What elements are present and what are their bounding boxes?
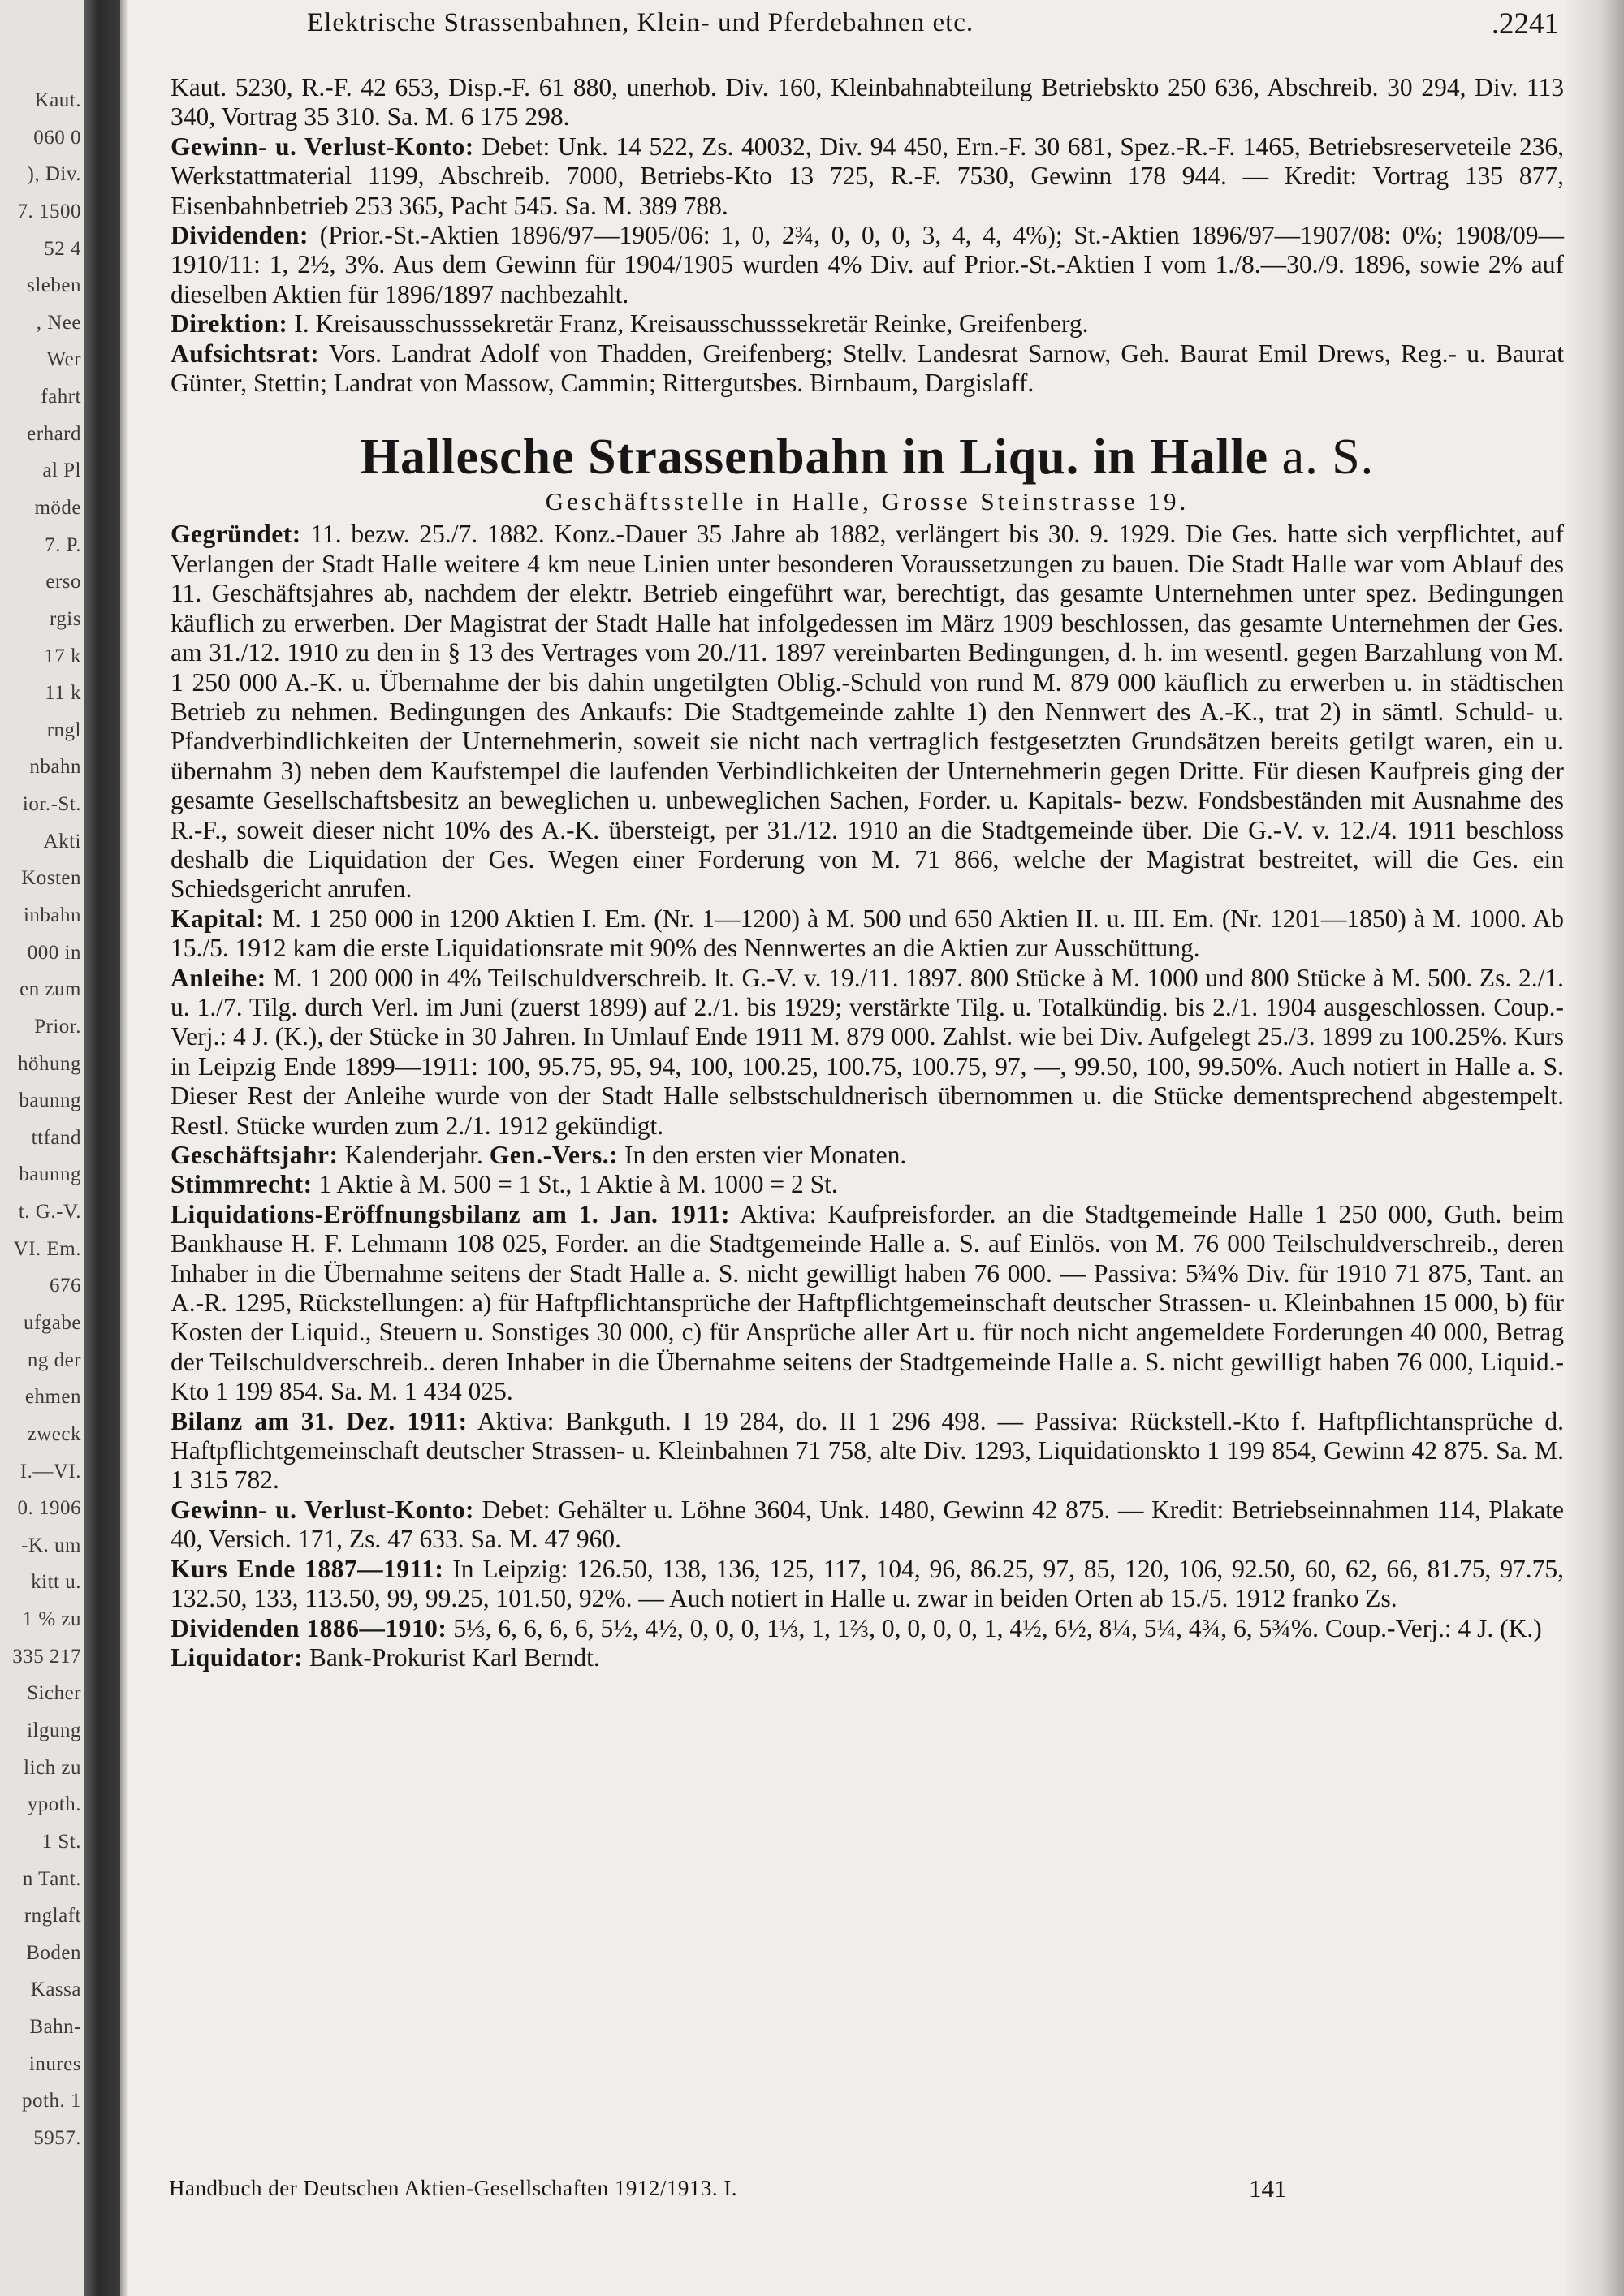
neighbor-text-fragment: 0. 1906 (17, 1497, 81, 1519)
entry-text-2: In den ersten vier Monaten. (624, 1141, 907, 1169)
entry-label: Kapital: (171, 904, 266, 933)
neighbor-text-fragment: 676 (50, 1275, 81, 1297)
neighbor-text-fragment: , Nee (36, 312, 81, 334)
entry-label: Aufsichtsrat: (171, 339, 320, 368)
binding-edge (120, 0, 128, 2296)
entry-text: Aktiva: Kaufpreisforder. an die Stadtgemeinde Halle 1 250 000, Guth. beim Bankhause H. F. Lehmann 108 025, Forder. an die Stadtgemeinde Halle a. S. auf Einlös. von M. 76 000 Teilschuldverschreib., deren Inhaber in die Übernahme seitens der Stadt Halle a. S. nicht gewilligt haben 76 000. — Passiva: 5¾% Div. für 1910 71 875, Tant. an A.-R. 1295, Rückstellungen: a) für Haftpflichtansprüche der Haftpflichtgemeinschaft deutscher Strassen- u. Kleinbahnen 15 000, b) für Kosten der Liquid., Steuern u. Sonstiges 30 000, c) für Ansprüche aller Art u. für noch nicht angemeldete Forderungen 40 000, Betrag der Teilschuldverschreib.. deren Inhaber in die Übernahme seitens der Stadtgemeinde Halle a. S. nicht gewilligt haben 76 000, Liquid.-Kto 1 199 854. Sa. M. 1 434 025. (171, 1199, 1564, 1406)
entry-text: M. 1 250 000 in 1200 Aktien I. Em. (Nr. 1—1200) à M. 500 und 650 Aktien II. u. III. Em. (Nr. 1201—1850) à M. 1000. Ab 15./5. 1912 kam die erste Liquidationsrate mit 90% des Nennwertes an die Aktien zur Ausschüttung. (171, 904, 1565, 963)
neighbor-text-fragment: inures (28, 2053, 81, 2075)
page-content (171, 73, 1564, 1672)
neighbor-text-fragment: t. G.-V. (18, 1201, 81, 1223)
entry-liquidator (171, 1643, 1564, 1672)
neighbor-text-fragment: ng der (27, 1349, 81, 1371)
neighbor-text-fragment: nbahn (29, 756, 81, 778)
entry-label: Gewinn- u. Verlust-Konto: (171, 1495, 474, 1524)
entry-text: Debet: Gehälter u. Löhne 3604, Unk. 1480, Gewinn 42 875. — Kredit: Betriebseinnahmen 114, Plakate 40, Versich. 171, Zs. 47 633. Sa. M. 47 960. (171, 1495, 1565, 1554)
neighbor-text-fragment: al Pl (42, 460, 81, 481)
neighbor-text-fragment: ttfand (31, 1127, 81, 1149)
entry-text: Aktiva: Bankguth. I 19 284, do. II 1 296 498. — Passiva: Rückstell.-Kto f. Haftpflichtansprüche d. Haftpflichtgemeinschaft deutscher Strassen- u. Kleinbahnen 71 758, alte Div. 1293, Liquidationskto 1 199 854, Gewinn 42 875. Sa. M. 1 315 782. (171, 1406, 1565, 1495)
neighbor-text-fragment: 17 k (44, 645, 81, 667)
neighbor-text-fragment: 000 in (27, 942, 81, 964)
page-footer (169, 2176, 1566, 2208)
entry-text: Bank-Prokurist Karl Berndt. (309, 1642, 600, 1672)
neighbor-text-fragment: rnglaft (24, 1905, 81, 1927)
top-section (171, 73, 1564, 398)
entry-gewinn-verlust (171, 1495, 1564, 1555)
entry-bilanz (171, 1407, 1564, 1495)
entry-eroeffnungsbilanz (171, 1200, 1564, 1407)
entry-text: In Leipzig: 126.50, 138, 136, 125, 117, 104, 96, 86.25, 97, 85, 120, 106, 92.50, 60, 62, 66, 81.75, 97.75, 132.50, 133, 113.50, 99, 99.25, 101.50, 92%. — Auch notiert in Halle u. zwar in beiden Orten ab 15./5. 1912 franko Zs. (171, 1554, 1565, 1613)
top-paragraph-0: Kaut. 5230, R.-F. 42 653, Disp.-F. 61 880, unerhob. Div. 160, Kleinbahnabteilung Betriebskto 250 636, Abschreib. 30 294, Div. 113 340, Vortrag 35 310. Sa. M. 6 175 298. (171, 73, 1564, 132)
neighbor-text-fragment: rngl (46, 719, 81, 741)
neighbor-text-fragment: lich zu (24, 1757, 81, 1779)
neighbor-text-fragment: ilgung (27, 1720, 81, 1741)
entry-gegruendet (171, 520, 1564, 904)
neighbor-text-fragment: n Tant. (22, 1868, 81, 1890)
main-page (128, 0, 1567, 2296)
top-paragraph-3 (171, 309, 1564, 339)
entry-label: Liquidator: (171, 1642, 304, 1672)
entry-label: Bilanz am 31. Dez. 1911: (171, 1406, 468, 1435)
neighbor-text-fragment: 1 St. (41, 1831, 81, 1853)
neighbor-text-fragment: möde (34, 497, 81, 519)
neighbor-text-fragment: Boden (26, 1942, 81, 1964)
neighbor-text-fragment: erso (45, 571, 81, 593)
entry-text: I. Kreisausschusssekretär Franz, Kreisausschusssekretär Reinke, Greifenberg. (294, 309, 1089, 339)
neighbor-text-fragment: I.—VI. (19, 1461, 81, 1482)
entry-label: Direktion: (171, 309, 288, 339)
neighbor-text-fragment: en zum (19, 978, 81, 1000)
neighbor-text-fragment: Wer (46, 348, 81, 370)
neighbor-text-fragment: höhung (18, 1053, 81, 1075)
entry-label: Geschäftsjahr: (171, 1141, 339, 1169)
entry-kapital (171, 904, 1564, 964)
entry-stimmrecht (171, 1170, 1564, 1199)
entry-label: Stimmrecht: (171, 1170, 313, 1199)
neighbor-text-fragment: ufgabe (23, 1312, 81, 1334)
neighbor-text-fragment: kitt u. (31, 1571, 81, 1593)
neighbor-text-fragment: sleben (27, 274, 81, 296)
footer-book-title: Handbuch der Deutschen Aktien-Gesellschaften 1912/1913. I. (169, 2176, 738, 2200)
neighbor-text-fragment: baunng (19, 1090, 81, 1111)
top-paragraph-1 (171, 132, 1564, 221)
top-paragraph-4 (171, 339, 1564, 399)
entry-dividenden (171, 1614, 1564, 1643)
entry-anleihe (171, 964, 1564, 1141)
neighbor-text-fragment: Akti (43, 831, 81, 852)
entry-text: 5⅓, 6, 6, 6, 6, 5½, 4½, 0, 0, 0, 1⅓, 1, 1⅔, 0, 0, 0, 0, 1, 4½, 6½, 8¼, 5¼, 4¾, 6, 5¾%. Coup.-Verj.: 4 J. (K.) (453, 1613, 1542, 1642)
neighbor-text-fragment: Kaut. (34, 89, 81, 111)
top-paragraph-2 (171, 221, 1564, 309)
neighbor-text-fragment: Kosten (21, 867, 81, 889)
neighbor-text-fragment: ), Div. (27, 163, 81, 185)
neighbor-text-fragment: baunng (19, 1163, 81, 1185)
neighbor-text-fragment: Bahn- (29, 2016, 81, 2038)
entry-text: Kalenderjahr. (344, 1141, 483, 1169)
neighbor-text-fragment: inbahn (23, 904, 81, 926)
entry-label: Dividenden 1886—1910: (171, 1613, 447, 1642)
footer-signature-number: 141 (1249, 2174, 1287, 2203)
book-binding-shadow (84, 0, 120, 2296)
running-header (169, 8, 1566, 44)
neighbor-text-fragment: 5957. (33, 2127, 81, 2149)
entry-text: Vors. Landrat Adolf von Thadden, Greifenberg; Stellv. Landesrat Sarnow, Geh. Baurat Emil Drews, Reg.- u. Baurat Günter, Stettin; Landrat von Massow, Cammin; Rittergutsbes. Birnbaum, Dargislaff. (171, 339, 1564, 398)
entry-text: (Prior.-St.-Aktien 1896/97—1905/06: 1, 0, 2¾, 0, 0, 0, 3, 4, 4, 4%); St.-Aktien 1896/97—1907/08: 0%; 1908/09—1910/11: 1, 2½, 3%. Aus dem Gewinn für 1904/1905 wurden 4% Div. auf Prior.-St.-Aktien I vom 1./8.—30./9. 1896, sowie 2% auf dieselben Aktien für 1896/1897 nachbezahlt. (171, 221, 1565, 309)
entry-label: Kurs Ende 1887—1911: (171, 1554, 444, 1583)
entry-text: Debet: Unk. 14 522, Zs. 40032, Div. 94 450, Ern.-F. 30 681, Spez.-R.-F. 1465, Betriebsreserveteile 236, Werkstattmaterial 1199, Abschreib. 7000, Betriebs-Kto 13 725, R.-F. 7530, Gewinn 178 944. — Kredit: Vortrag 135 877, Eisenbahnbetrieb 253 365, Pacht 545. Sa. M. 389 788. (171, 132, 1565, 220)
neighbor-text-fragment: 335 217 (12, 1646, 81, 1668)
entry-text: 1 Aktie à M. 500 = 1 St., 1 Aktie à M. 1000 = 2 St. (318, 1170, 838, 1199)
neighbor-text-fragment: 11 k (45, 682, 81, 704)
neighbor-text-fragment: poth. 1 (22, 2090, 81, 2112)
neighbor-text-fragment: ior.-St. (22, 793, 81, 815)
entry-text: M. 1 200 000 in 4% Teilschuldverschreib. lt. G.-V. v. 19./11. 1897. 800 Stücke à M. 1000 und 800 Stücke à M. 500. Zs. 2./1. u. 1./7. Tilg. durch Verl. im Juni (zuerst 1899) auf 2./1. bis 1929; verstärkte Tilg. u. Totalkündig. bis 2./1. 1904 ausgeschlossen. Coup.-Verj.: 4 J. (K.), der Stücke in 30 Jahren. In Umlauf Ende 1911 M. 879 000. Zahlst. wie bei Div. Aufgelegt 25./3. 1899 zu 100.25%. Kurs in Leipzig Ende 1899—1911: 100, 95.75, 95, 94, 100, 100.25, 100.75, 100.75, 97, —, 99.50, 100, 99.50%. Auch notiert in Halle a. S. Dieser Rest der Anleihe wurde von der Stadt Halle selbstschuldnerisch übernommen u. die Stücke dementsprechend abgestempelt. Restl. Stücke wurden zum 2./1. 1912 gekündigt. (171, 963, 1565, 1140)
entry-text: 11. bezw. 25./7. 1882. Konz.-Dauer 35 Jahre ab 1882, verlängert bis 30. 9. 1929. Die Ges. hatte sich verpflichtet, auf Verlangen der Stadt Halle weitere 4 km neue Linien unter besonderen Voraussetzungen zu bauen. Die Stadt Halle war vom Ablauf des 11. Geschäftsjahres ab, nachdem der elektr. Betrieb eingeführt war, berechtigt, das gesamte Unternehmen unter spez. Bedingungen käuflich zu erwerben. Der Magistrat der Stadt Halle hat infolgedessen im März 1909 beschlossen, das gesamte Unternehmen der Ges. am 31./12. 1910 zu den in § 13 des Vertrages vom 20./11. 1897 vereinbarten Bedingungen, d. h. im wesentl. gegen Barzahlung von M. 1 250 000 A.-K. u. Übernahme der bis dahin ungetilgten Oblig.-Schuld von rund M. 879 000 käuflich zu erwerben u. in städtischen Betrieb zu nehmen. Bedingungen des Ankaufs: Die Stadtgemeinde zahlte 1) den Nennwert des A.-K., trat 2) in sämtl. Schuld- u. Pfandverbindlichkeiten der Unternehmerin, soweit sie nicht nach vertraglich festgesetzten Grundsätzen bereits getilgt waren, ein u. übernahm 3) neben dem Kaufstempel die laufenden Verbindlichkeiten der Unternehmerin gegen Dritte. Für diesen Kaufpreis ging der gesamte Gesellschaftsbesitz an beweglichen u. unbeweglichen Sachen, Forder. u. Kapitals- bezw. Fondsbeständen mit Ausnahme des R.-F., soweit dieser nicht 10% des A.-K. übersteigt, per 31./12. 1910 an die Stadtgemeinde über. Die G.-V. v. 12./4. 1911 beschloss deshalb die Liquidation der Ges. Wegen einer Forderung von M. 71 866, welche der Magistrat bestreitet, will die Ges. ein Schiedsgericht anrufen. (171, 520, 1565, 904)
neighbor-text-fragment: Kassa (30, 1979, 81, 2000)
neighbor-text-fragment: 7. P. (45, 534, 81, 556)
entry-kurs (171, 1555, 1564, 1614)
neighbor-text-fragment: VI. Em. (13, 1238, 81, 1260)
header-title: Elektrische Strassenbahnen, Klein- und Pferdebahnen etc. (307, 8, 974, 37)
neighbor-text-fragment: 7. 1500 (17, 201, 81, 222)
neighbor-text-fragment: Sicher (27, 1682, 81, 1704)
header-page-number: .2241 (1491, 7, 1559, 41)
entry-label: Dividenden: (171, 221, 309, 250)
page-right-edge (1567, 0, 1624, 2296)
neighbor-text-fragment: 52 4 (44, 238, 81, 260)
company-name: Hallesche Strassenbahn in Liqu. in Halle (360, 429, 1269, 486)
neighbor-page-fragment (0, 0, 84, 2296)
company-entries (171, 520, 1564, 1672)
neighbor-text-fragment: 1 % zu (22, 1608, 81, 1630)
entry-label: Gewinn- u. Verlust-Konto: (171, 132, 474, 161)
neighbor-text-fragment: zweck (27, 1423, 81, 1445)
neighbor-text-fragment: 060 0 (33, 127, 81, 149)
neighbor-text-fragment: -K. um (21, 1534, 81, 1556)
company-title (171, 429, 1564, 486)
neighbor-text-fragment: ypoth. (27, 1793, 81, 1815)
entry-geschaeftsjahr (171, 1141, 1564, 1170)
neighbor-text-fragment: erhard (27, 423, 81, 445)
neighbor-text-fragment: fahrt (41, 386, 81, 408)
entry-label: Anleihe: (171, 963, 266, 992)
neighbor-text-fragment: ehmen (24, 1386, 81, 1408)
company-address: Geschäftsstelle in Halle, Grosse Steinstrasse 19. (545, 487, 1190, 516)
company-name-suffix: a. S. (1281, 429, 1375, 486)
entry-label: Gegründet: (171, 520, 301, 549)
entry-label-2: Gen.-Vers.: (489, 1141, 619, 1169)
neighbor-text-fragment: rgis (49, 608, 81, 630)
entry-label: Liquidations-Eröffnungsbilanz am 1. Jan. 1911: (171, 1199, 730, 1228)
neighbor-text-fragment: Prior. (34, 1016, 81, 1038)
